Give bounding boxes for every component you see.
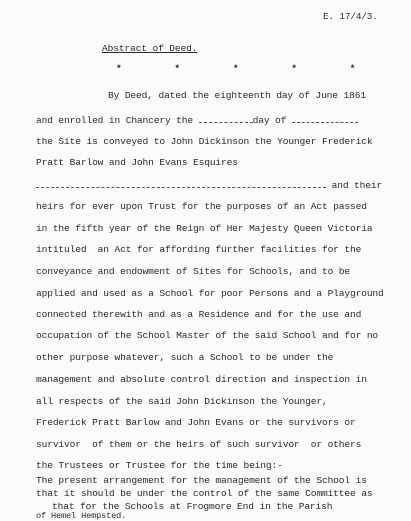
text-line-5 [36, 180, 382, 191]
text-line-19: The present arrangement for the management of the School is [36, 475, 367, 486]
document-reference: E. 17/4/3. [323, 11, 378, 22]
text-line-10: applied and used as a School for poor Persons and a Playground [36, 288, 384, 299]
text-line-22: of Hemel Hempsted. [36, 511, 127, 521]
blank-day-field [199, 115, 253, 123]
text-line-21: that for the Schools at Frogmore End in the Parish [52, 501, 333, 512]
blank-month-field [292, 115, 358, 123]
text-line-14: management and absolute control direction and inspection in [36, 374, 367, 385]
text-line-15: all respects of the said John Dickinson the Younger, [36, 396, 328, 407]
text-line-17: survivor of them or the heirs of such survivor or others [36, 439, 362, 450]
text-line-8: intituled an Act for affording further facilities for the [36, 244, 362, 255]
text-line-9: conveyance and endowment of Sites for Schools, and to be [36, 266, 351, 277]
text-line-20: that it should be under the control of the same Committee as [36, 488, 373, 499]
text-line-2-part-b: day of [252, 115, 287, 126]
text-line-16: Frederick Pratt Barlow and John Evans or the survivors or [36, 417, 356, 428]
text-line-4: Pratt Barlow and John Evans Esquires [36, 157, 238, 168]
text-line-6: heirs for ever upon Trust for the purposes of an Act passed [36, 201, 367, 212]
text-line-2-part-a: and enrolled in Chancery the [36, 115, 194, 126]
text-line-7: in the fifth year of the Reign of Her Majesty Queen Victoria [36, 223, 373, 234]
text-line-5-part: and their [331, 180, 383, 191]
text-line-13: other purpose whatever, such a School to be under the [36, 352, 334, 363]
text-line-11: connected therewith and as a Residence and for the use and [36, 309, 362, 320]
text-line-1: By Deed, dated the eighteenth day of June 1861 [108, 90, 366, 101]
document-title: Abstract of Deed. [102, 43, 198, 54]
blank-name-field [36, 180, 326, 188]
text-line-18: the Trustees or Trustee for the time being:- [36, 460, 283, 471]
section-separator-stars: * * * * * [116, 63, 356, 74]
text-line-3: the Site is conveyed to John Dickinson the Younger Frederick [36, 136, 373, 147]
text-line-2 [36, 115, 358, 126]
text-line-12: occupation of the School Master of the said School and for no [36, 330, 379, 341]
